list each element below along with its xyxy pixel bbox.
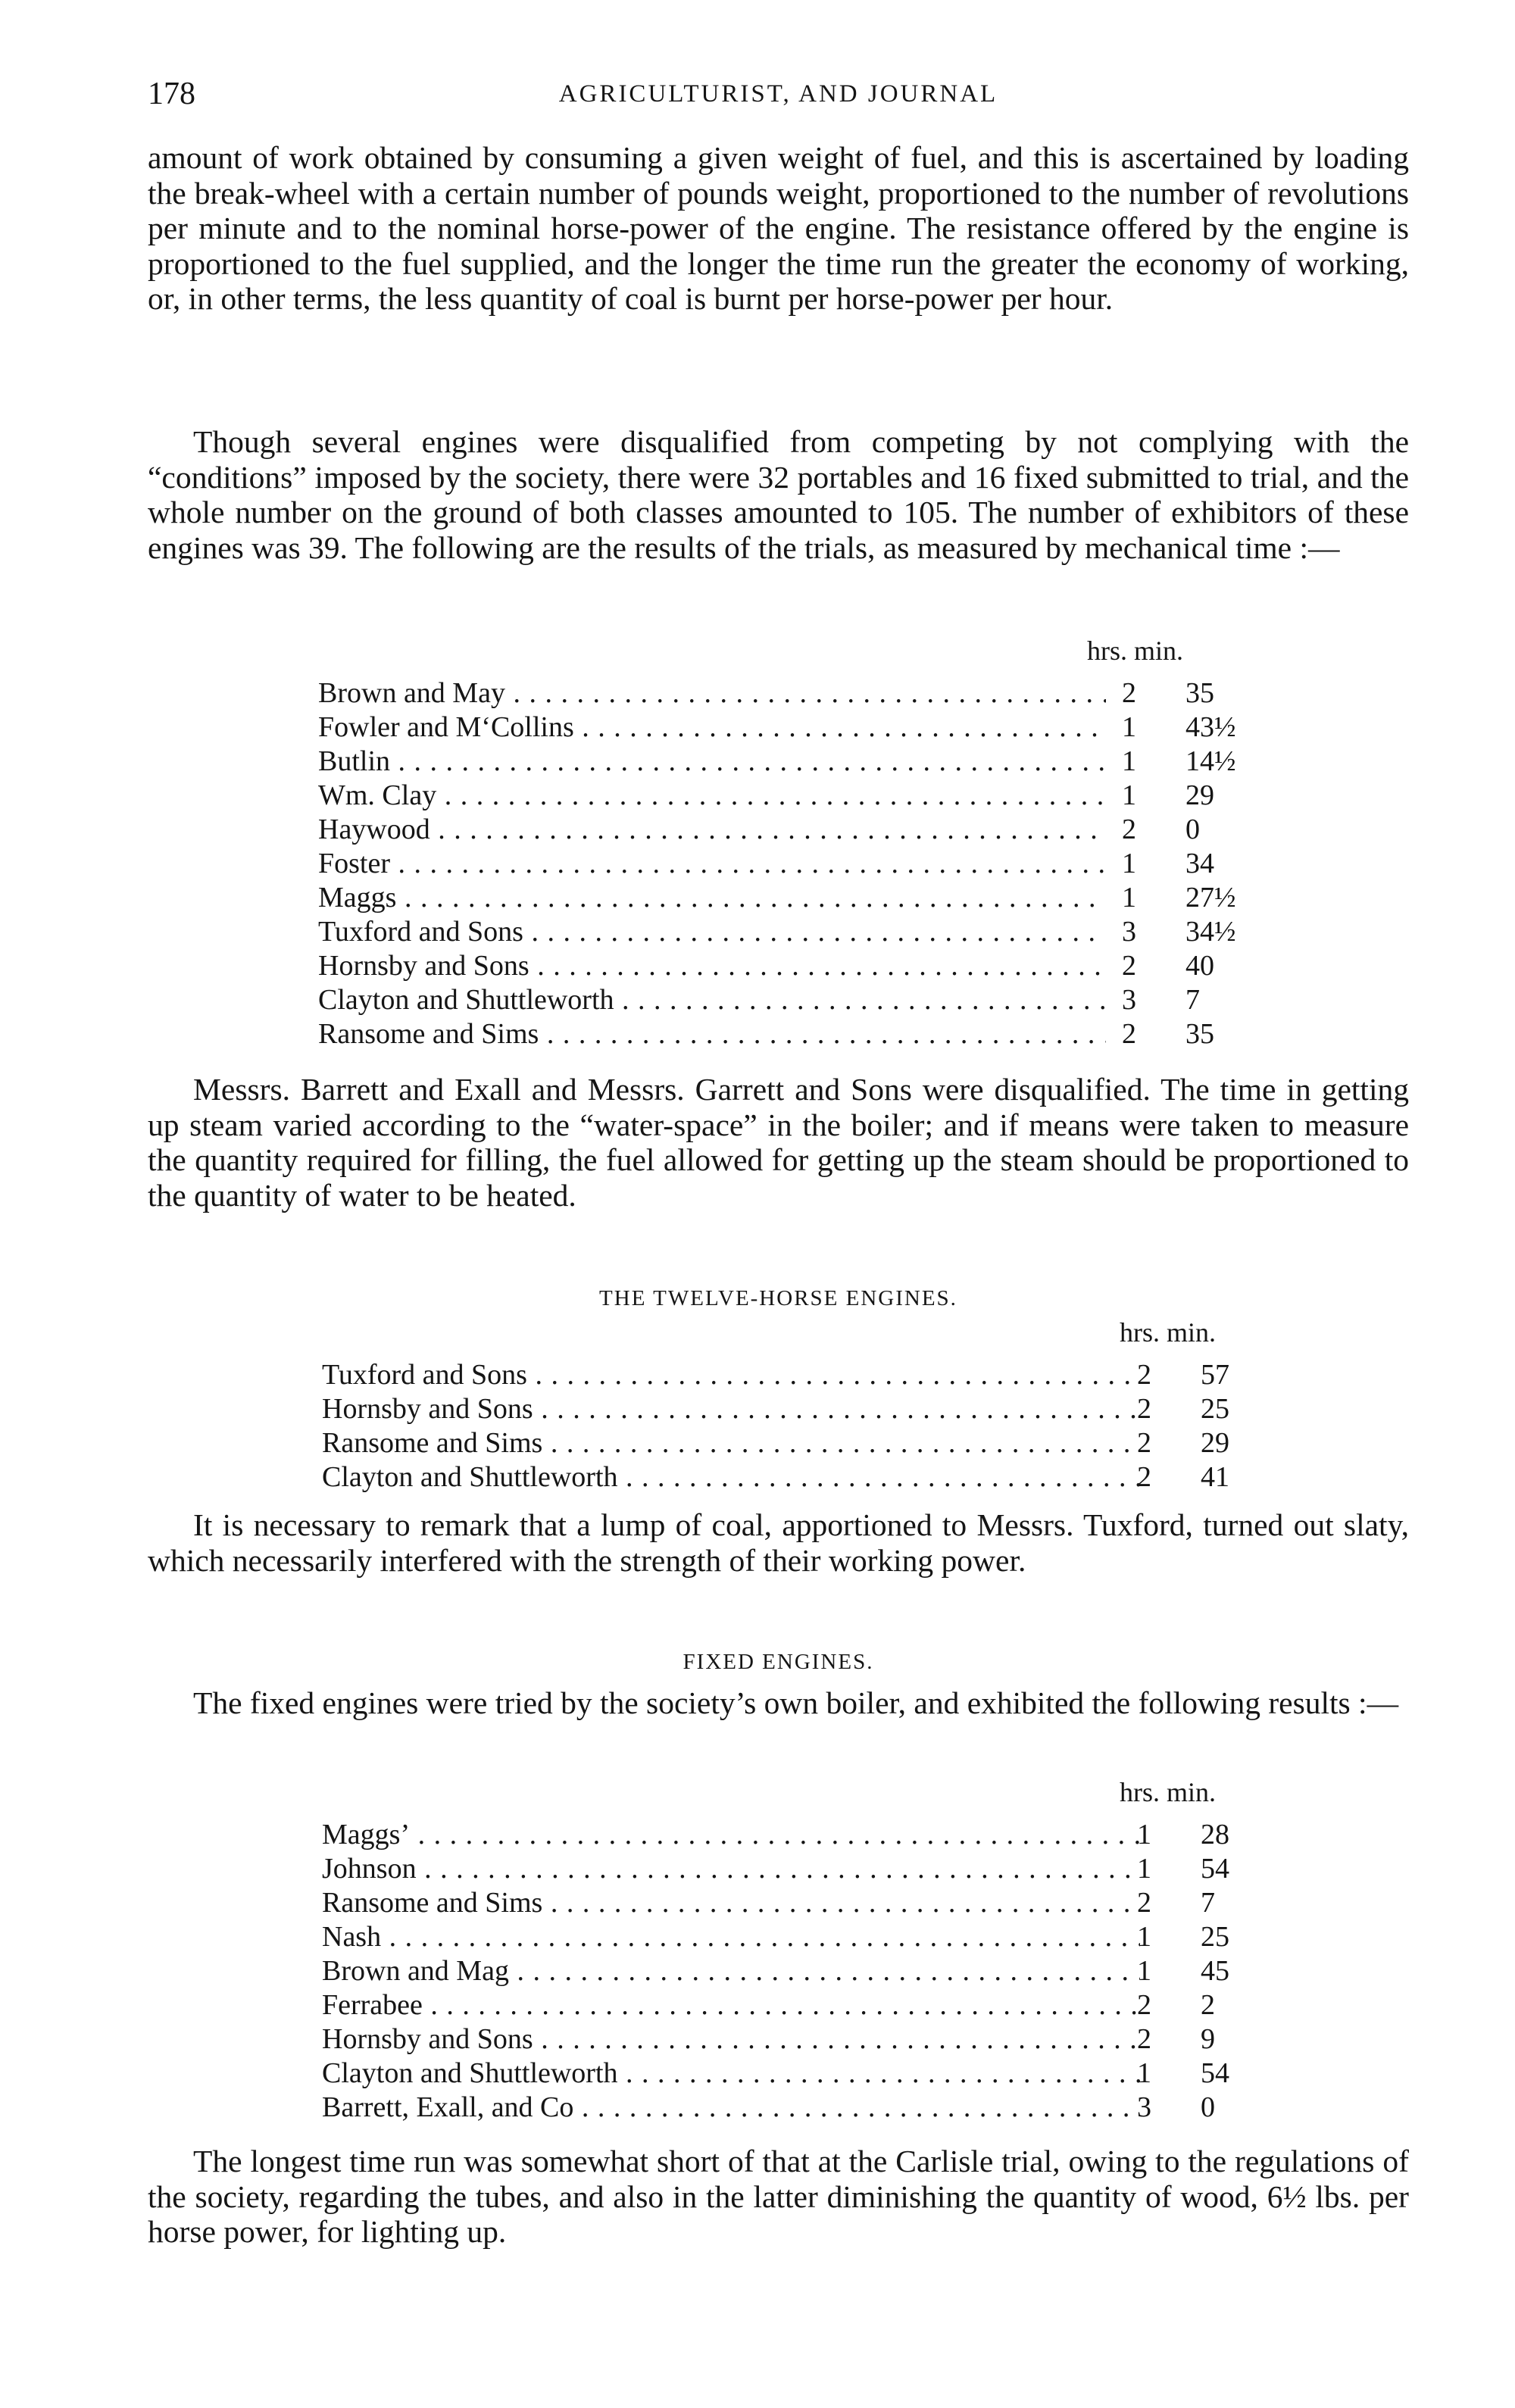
- engine-maker-name: Foster . . .: [318, 847, 1106, 881]
- column-header-twelve-horse: hrs. min.: [1120, 1317, 1217, 1348]
- paragraph-water-space: Messrs. Barrett and Exall and Messrs. Garrett and Sons were disqualified. The time in getting up steam varied according to the “water-space” in the boiler; and if means were taken to measure the quantity required for filling, the fuel allowed for getting up the steam should be proportioned to the quantity of water to be heated.: [148, 1072, 1409, 1213]
- hours-value: 1: [1137, 2057, 1151, 2089]
- engine-maker-name: Haywood . . .: [318, 813, 1106, 847]
- minutes-value: 28: [1201, 1819, 1229, 1851]
- hours-value: 1: [1137, 1819, 1151, 1851]
- engine-maker-name: Tuxford and Sons . . .: [318, 915, 1106, 949]
- page-number: 178: [148, 77, 195, 111]
- engine-maker-name: Hornsby and Sons . . .: [322, 1392, 1140, 1426]
- paragraph-work-obtained: amount of work obtained by consuming a given weight of fuel, and this is ascertained by loading the break-wheel with a certain number of pounds weight, proportioned to the number of revolutions per minute and to the nominal horse-power of the engine. The resistance offered by the engine is proportioned to the fuel supplied, and the longer the time run the greater the economy of working, or, in other terms, the less quantity of coal is burnt per horse-power per hour.: [148, 140, 1409, 316]
- engine-maker-name: Wm. Clay . . .: [318, 779, 1106, 813]
- paragraph-fixed-engines: The fixed engines were tried by the society’s own boiler, and exhibited the following results :—: [193, 1685, 1399, 1720]
- hours-value: 2: [1122, 950, 1136, 982]
- engine-maker-name: Clayton and Shuttleworth . . .: [322, 1460, 1140, 1494]
- engine-maker-name: Hornsby and Sons . . .: [318, 949, 1106, 983]
- hours-value: 1: [1122, 745, 1136, 777]
- hours-value: 2: [1137, 2023, 1151, 2055]
- minutes-value: 54: [1201, 1853, 1229, 1885]
- hours-value: 3: [1122, 916, 1136, 948]
- heading-twelve-horse-engines: THE TWELVE-HORSE ENGINES.: [599, 1286, 957, 1310]
- engine-maker-name: Maggs’ . . .: [322, 1818, 1140, 1852]
- engine-maker-name: Clayton and Shuttleworth . . .: [322, 2057, 1140, 2091]
- engine-maker-name: Ransome and Sims . . .: [318, 1017, 1106, 1051]
- engine-maker-name: Ransome and Sims . . .: [322, 1886, 1140, 1920]
- hours-value: 2: [1137, 1887, 1151, 1919]
- hours-value: 1: [1122, 882, 1136, 914]
- minutes-value: 2: [1201, 1989, 1215, 2021]
- column-header-fixed: hrs. min.: [1120, 1777, 1217, 1807]
- engine-maker-name: Hornsby and Sons . . .: [322, 2022, 1140, 2057]
- minutes-value: 57: [1201, 1359, 1229, 1391]
- engine-maker-name: Ransome and Sims . . .: [322, 1426, 1140, 1460]
- engine-maker-name: Tuxford and Sons . . .: [322, 1358, 1140, 1392]
- hours-value: 2: [1122, 677, 1136, 709]
- page-header: [148, 76, 1409, 121]
- hours-value: 1: [1137, 1955, 1151, 1987]
- engine-maker-name: Clayton and Shuttleworth . . .: [318, 983, 1106, 1017]
- minutes-value: 7: [1185, 984, 1200, 1016]
- minutes-value: 34: [1185, 848, 1214, 879]
- engine-maker-name: Johnson . . .: [322, 1852, 1140, 1886]
- hours-value: 2: [1137, 1393, 1151, 1425]
- hours-value: 1: [1137, 1853, 1151, 1885]
- engine-maker-name: Brown and May . . .: [318, 676, 1106, 711]
- column-header-portables: hrs. min.: [1087, 636, 1184, 666]
- engine-maker-name: Fowler and M‘Collins . . .: [318, 711, 1106, 745]
- hours-value: 3: [1137, 2091, 1151, 2123]
- minutes-value: 35: [1185, 1018, 1214, 1050]
- engine-maker-name: Nash . . .: [322, 1920, 1140, 1954]
- hours-value: 1: [1122, 711, 1136, 743]
- minutes-value: 25: [1201, 1393, 1229, 1425]
- hours-value: 2: [1122, 1018, 1136, 1050]
- minutes-value: 0: [1201, 2091, 1215, 2123]
- minutes-value: 40: [1185, 950, 1214, 982]
- engine-maker-name: Butlin . . .: [318, 745, 1106, 779]
- minutes-value: 7: [1201, 1887, 1215, 1919]
- engine-maker-name: Ferrabee . . .: [322, 1988, 1140, 2022]
- hours-value: 2: [1137, 1461, 1151, 1493]
- hours-value: 1: [1122, 779, 1136, 811]
- running-title: AGRICULTURIST, AND JOURNAL: [558, 80, 998, 108]
- minutes-value: 27½: [1185, 882, 1236, 914]
- paragraph-slaty-coal: It is necessary to remark that a lump of coal, apportioned to Messrs. Tuxford, turned out slaty, which necessarily interfered with the strength of their working power.: [148, 1507, 1409, 1578]
- minutes-value: 34½: [1185, 916, 1236, 948]
- hours-value: 2: [1122, 814, 1136, 845]
- minutes-value: 0: [1185, 814, 1200, 845]
- minutes-value: 29: [1201, 1427, 1229, 1459]
- hours-value: 2: [1137, 1359, 1151, 1391]
- minutes-value: 54: [1201, 2057, 1229, 2089]
- heading-fixed-engines: FIXED ENGINES.: [683, 1650, 874, 1674]
- paragraph-longest-time-run: The longest time run was somewhat short of that at the Carlisle trial, owing to the regulations of the society, regarding the tubes, and also in the latter diminishing the quantity of wood, 6½ lbs. per horse power, for lighting up.: [148, 2144, 1409, 2249]
- hours-value: 2: [1137, 1427, 1151, 1459]
- minutes-value: 25: [1201, 1921, 1229, 1953]
- hours-value: 2: [1137, 1989, 1151, 2021]
- minutes-value: 29: [1185, 779, 1214, 811]
- minutes-value: 14½: [1185, 745, 1236, 777]
- engine-maker-name: Brown and Mag . . .: [322, 1954, 1140, 1988]
- engine-maker-name: Barrett, Exall, and Co . . .: [322, 2091, 1140, 2125]
- paragraph-disqualified-engines: Though several engines were disqualified from competing by not complying with the “conditions” imposed by the society, there were 32 portables and 16 fixed submitted to trial, and the whole number on the ground of both classes amounted to 105. The number of exhibitors of these engines was 39. The following are the results of the trials, as measured by mechanical time :—: [148, 424, 1409, 565]
- hours-value: 1: [1137, 1921, 1151, 1953]
- engine-maker-name: Maggs . . .: [318, 881, 1106, 915]
- minutes-value: 41: [1201, 1461, 1229, 1493]
- minutes-value: 9: [1201, 2023, 1215, 2055]
- minutes-value: 43½: [1185, 711, 1236, 743]
- minutes-value: 45: [1201, 1955, 1229, 1987]
- minutes-value: 35: [1185, 677, 1214, 709]
- hours-value: 3: [1122, 984, 1136, 1016]
- hours-value: 1: [1122, 848, 1136, 879]
